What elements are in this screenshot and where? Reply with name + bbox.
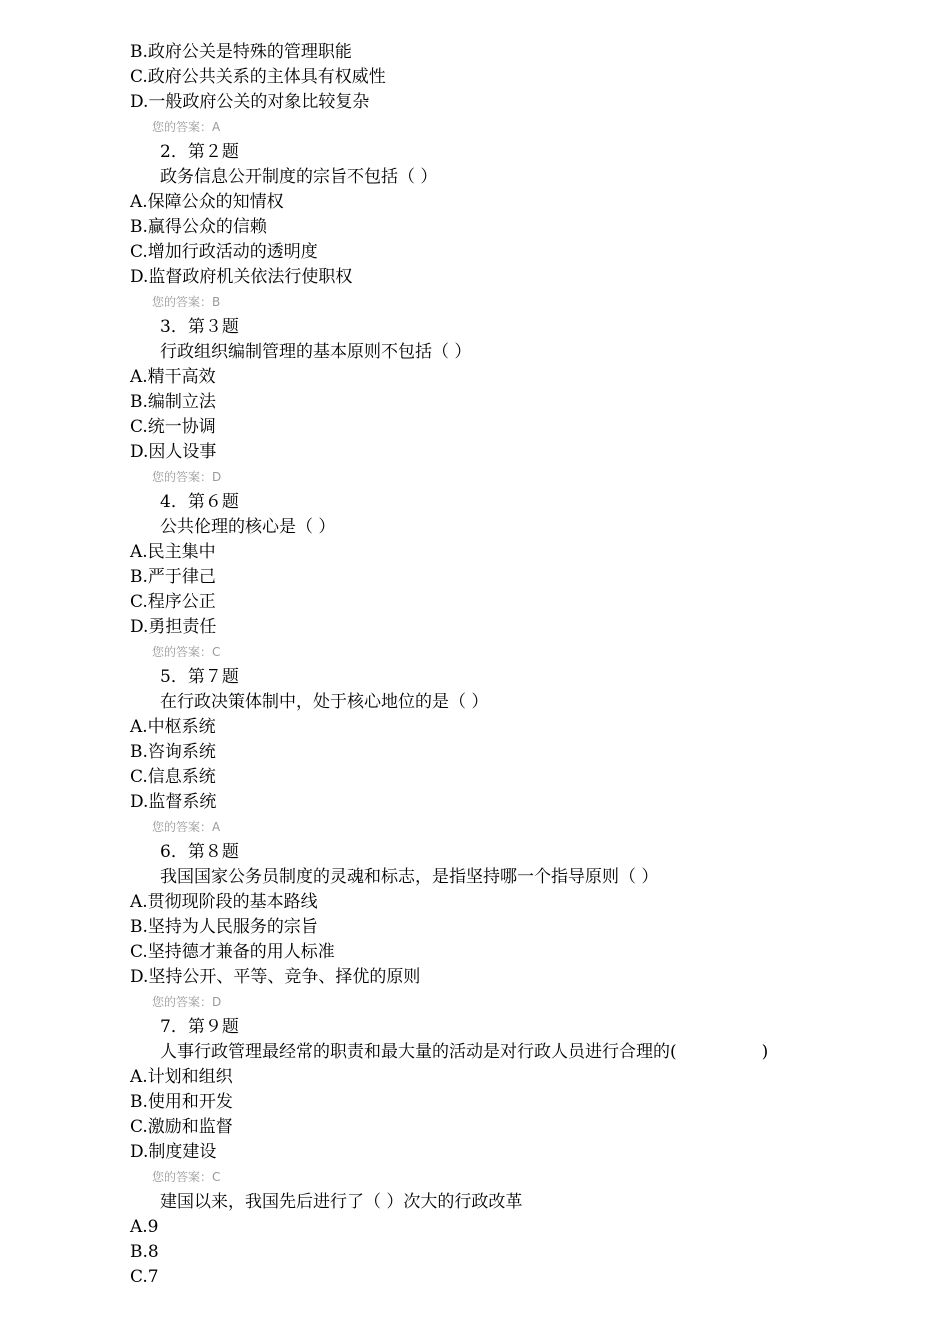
answer-option: B.咨询系统 [130,742,216,762]
answer-option: B.政府公关是特殊的管理职能 [130,42,352,62]
your-answer-label: 您的答案：A [152,820,221,834]
your-answer-label: 您的答案：B [152,295,221,309]
question-text: 建国以来，我国先后进行了（ ）次大的行政改革 [160,1192,523,1212]
answer-option: D.监督政府机关依法行使职权 [130,267,353,287]
answer-option: A.贯彻现阶段的基本路线 [130,892,318,912]
answer-option: D.一般政府公关的对象比较复杂 [130,92,370,112]
question-text [0,1040,950,1065]
question-text: 公共伦理的核心是（ ） [160,517,336,537]
answer-option: A.民主集中 [130,542,216,562]
question-text: 在行政决策体制中，处于核心地位的是（ ） [160,692,489,712]
question-text: 我国国家公务员制度的灵魂和标志，是指坚持哪一个指导原则（ ） [160,867,659,887]
answer-option: A.精干高效 [130,367,216,387]
answer-option: C.坚持德才兼备的用人标准 [130,942,335,962]
question-number: 4．第６题 [160,492,239,512]
answer-option: B.编制立法 [130,392,216,412]
answer-option: C.增加行政活动的透明度 [130,242,318,262]
answer-option: C.7 [130,1267,159,1287]
your-answer-label: 您的答案：A [152,120,221,134]
answer-option: B.坚持为人民服务的宗旨 [130,917,318,937]
answer-option: C.统一协调 [130,417,216,437]
answer-option: C.政府公共关系的主体具有权威性 [130,67,386,87]
question-document [0,40,950,1290]
answer-option: A.计划和组织 [130,1067,233,1087]
answer-option: A.保障公众的知情权 [130,192,284,212]
answer-option: A.9 [130,1217,159,1237]
answer-option: C.程序公正 [130,592,216,612]
answer-option: D.勇担责任 [130,617,217,637]
question-text: 行政组织编制管理的基本原则不包括（ ） [160,342,472,362]
your-answer-label: 您的答案：D [152,470,222,484]
answer-option: D.监督系统 [130,792,217,812]
your-answer-label: 您的答案：D [152,995,222,1009]
answer-option: C.信息系统 [130,767,216,787]
your-answer-label: 您的答案：C [152,1170,221,1184]
question-number: 7．第９题 [160,1017,239,1037]
answer-option: D.制度建设 [130,1142,217,1162]
answer-option: C.激励和监督 [130,1117,233,1137]
your-answer-label: 您的答案：C [152,645,221,659]
answer-option: B.赢得公众的信赖 [130,217,267,237]
answer-option: A.中枢系统 [130,717,216,737]
answer-option: B.严于律己 [130,567,216,587]
question-number: 6．第８题 [160,842,239,862]
question-number: 3．第３题 [160,317,239,337]
question-text-body: 人事行政管理最经常的职责和最大量的活动是对行政人员进行合理的( [160,1042,677,1062]
answer-option: B.8 [130,1242,159,1262]
answer-option: D.坚持公开、平等、竞争、择优的原则 [130,967,421,987]
closing-paren: ) [761,1042,769,1062]
answer-option: D.因人设事 [130,442,217,462]
question-number: 5．第７题 [160,667,239,687]
answer-option: B.使用和开发 [130,1092,233,1112]
question-number: 2．第２题 [160,142,239,162]
question-text: 政务信息公开制度的宗旨不包括（ ） [160,167,438,187]
